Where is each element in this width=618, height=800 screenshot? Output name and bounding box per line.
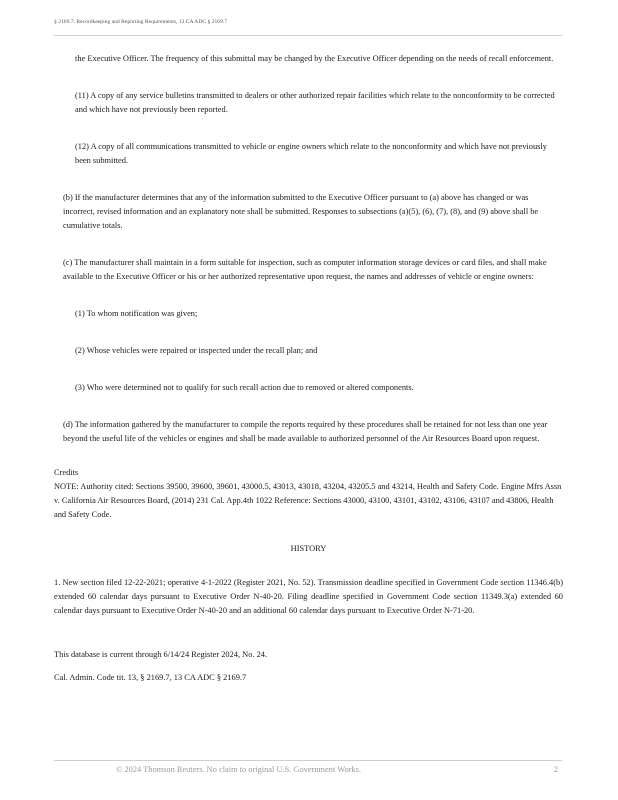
paragraph-c-2: (2) Whose vehicles were repaired or inspected under the recall plan; and bbox=[75, 346, 318, 355]
page-number: 2 bbox=[553, 765, 558, 774]
database-currency: This database is current through 6/14/24 Register 2024, No. 24. bbox=[54, 650, 268, 659]
paragraph-a-11: (11) A copy of any service bulletins transmitted to dealers or other authorized repair facilities which relate to the nonconformity to be corrected and which have not previously been reported. bbox=[75, 91, 555, 114]
paragraph-continuation: the Executive Officer. The frequency of this submittal may be changed by the Executive Officer depending on the needs of recall enforcement. bbox=[75, 54, 554, 63]
paragraph-c: (c) The manufacturer shall maintain in a form suitable for inspection, such as computer information storage devices or card files, and shall make available to the Executive Officer or his or her authorized representative upon request, the names and addresses of vehicle or engine owners: bbox=[63, 258, 547, 281]
citation: Cal. Admin. Code tit. 13, § 2169.7, 13 CA ADC § 2169.7 bbox=[54, 673, 247, 682]
paragraph-c-3: (3) Who were determined not to qualify for such recall action due to removed or altered components. bbox=[75, 383, 414, 392]
paragraph-d: (d) The information gathered by the manufacturer to compile the reports required by these procedures shall be retained for not less than one year beyond the useful life of the vehicles or engines and shall be made available to authorized personnel of the Air Resources Board upon request. bbox=[63, 420, 548, 443]
copyright-notice: © 2024 Thomson Reuters. No claim to original U.S. Government Works. bbox=[116, 765, 361, 774]
credits-label: Credits bbox=[54, 468, 79, 477]
document-body bbox=[54, 52, 563, 685]
credits-note: NOTE: Authority cited: Sections 39500, 39600, 39601, 43000.5, 43013, 43018, 43204, 43205.5 and 43214, Health and Safety Code. Engine Mfrs Assn v. California Air Resources Board, (2014) 231 Cal. App.4th 1022 Reference: Sections 43000, 43100, 43101, 43102, 43106, 43107 and 43806, Health and Safety Code. bbox=[54, 482, 562, 519]
history-entry: 1. New section filed 12-22-2021; operative 4-1-2022 (Register 2021, No. 52). Transmission deadline specified in Government Code section 11346.4(b) extended 60 calendar days pursuant to Executive Order N-40-20. Filing deadline specified in Government Code section 11349.3(a) extended 60 calendar days pursuant to Executive Order N-40-20 and an additional 60 calendar days pursuant to Executive Order N-71-20. bbox=[54, 578, 563, 615]
footer-divider bbox=[54, 760, 562, 761]
paragraph-c-1: (1) To whom notification was given; bbox=[75, 309, 198, 318]
paragraph-a-12: (12) A copy of all communications transmitted to vehicle or engine owners which relate to the nonconformity and which have not previously been submitted. bbox=[75, 142, 547, 165]
header-divider bbox=[54, 35, 562, 36]
history-title: HISTORY bbox=[290, 544, 327, 553]
running-header: § 2169.7. Recordkeeping and Reporting Requirements, 13 CA ADC § 2169.7 bbox=[54, 19, 228, 25]
paragraph-b: (b) If the manufacturer determines that any of the information submitted to the Executive Officer pursuant to (a) above has changed or was incorrect, revised information and an explanatory note shall be submitted. Responses to subsections (a)(5), (6), (7), (8), and (9) above shall be cumulative totals. bbox=[63, 193, 539, 230]
